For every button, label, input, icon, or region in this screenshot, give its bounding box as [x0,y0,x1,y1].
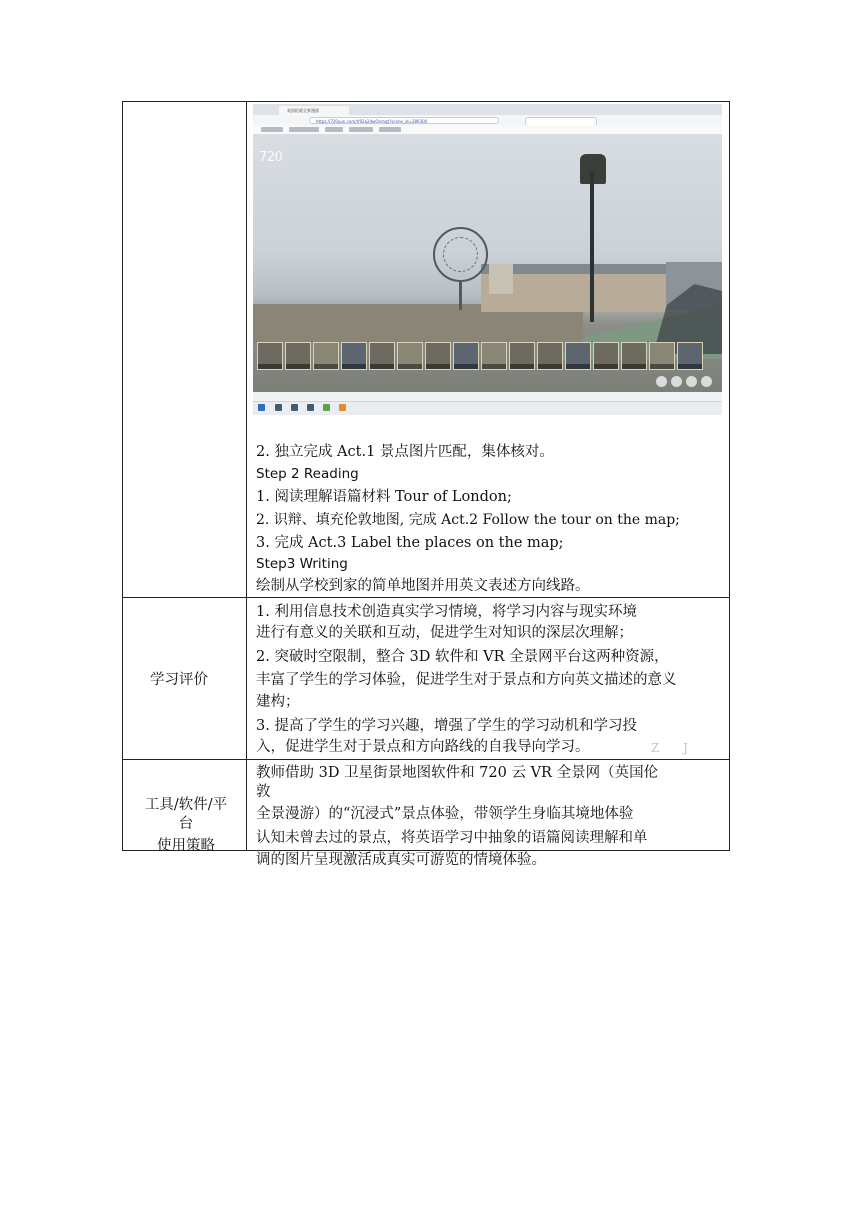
evaluation-line: 入，促进学生对于景点和方向路线的自我导向学习。 [256,739,590,755]
bookmark-item [289,127,319,132]
scene-thumbnail[interactable] [621,342,647,370]
share-icon[interactable] [671,376,682,387]
row-divider-1 [122,597,730,598]
site-logo: 720 [259,150,283,165]
tools-line: 教师借助 3D 卫星街景地图软件和 720 云 VR 全景网（英国伦 [256,765,659,781]
scene-thumbnail[interactable] [593,342,619,370]
row-label-evaluation: 学习评价 [150,672,208,688]
bookmark-item [325,127,343,132]
tools-line: 敦 [256,784,271,800]
taskbar-app-icon[interactable] [307,404,314,411]
step-heading: Step 2 Reading [256,466,359,482]
evaluation-line: 丰富了学生的学习体验，促进学生对于景点和方向英文描述的意义 [256,672,677,688]
evaluation-line: 3. 提高了学生的学习兴趣，增强了学生的学习动机和学习投 [256,718,637,734]
scene-thumbnail[interactable] [341,342,367,370]
tools-line: 调的图片呈现激活成真实可游览的情境体验。 [256,852,546,868]
scene-thumbnail-strip [253,342,722,372]
taskbar-app-icon[interactable] [323,404,330,411]
london-eye-spokes [443,237,478,272]
row-label-tools: 使用策略 [157,838,215,854]
step-line: 1. 阅读理解语篇材料 Tour of London; [256,489,512,505]
table-right-border [729,101,730,851]
bookmark-item [379,127,401,132]
scene-thumbnail[interactable] [537,342,563,370]
scene-thumbnail[interactable] [425,342,451,370]
table-top-border [122,101,730,102]
scene-thumbnail[interactable] [453,342,479,370]
browser-tab: 英国伦敦全景漫游 [279,106,349,115]
viewer-controls [656,376,712,387]
tower-building [489,264,513,294]
street-lamp-post [590,172,594,322]
step-line: 绘制从学校到家的简单地图并用英文表述方向线路。 [256,578,590,594]
evaluation-line: 2. 突破时空限制，整合 3D 软件和 VR 全景网平台这两种资源， [256,649,669,665]
gyro-icon[interactable] [686,376,697,387]
scene-thumbnail[interactable] [285,342,311,370]
step-line: 2. 独立完成 Act.1 景点图片匹配，集体核对。 [256,444,554,460]
windows-start-icon[interactable] [258,404,265,411]
london-eye-support [459,280,462,310]
scene-thumbnail[interactable] [509,342,535,370]
fullscreen-icon[interactable] [701,376,712,387]
watermark: Z J [651,741,688,755]
panorama-screenshot [253,104,722,415]
scene-thumbnail[interactable] [397,342,423,370]
taskbar-app-icon[interactable] [339,404,346,411]
row-label-tools: 工具/软件/平 [144,797,228,813]
browser-status-bar [253,392,722,401]
taskbar-app-icon[interactable] [291,404,298,411]
step-heading: Step3 Writing [256,556,348,572]
tools-line: 认知未曾去过的景点，将英语学习中抽象的语篇阅读理解和单 [256,830,648,846]
step-line: 2. 识辩、填充伦敦地图, 完成 Act.2 Follow the tour on the map; [256,512,680,528]
scene-thumbnail[interactable] [257,342,283,370]
browser-tab-bar [253,104,722,115]
scene-thumbnail[interactable] [565,342,591,370]
bookmark-item [261,127,283,132]
taskbar-search-icon[interactable] [275,404,282,411]
step-line: 3. 完成 Act.3 Label the places on the map; [256,535,564,551]
tools-line: 全景漫游）的“沉浸式”景点体验，带领学生身临其境地体验 [256,806,634,822]
play-icon[interactable] [656,376,667,387]
column-divider [246,101,247,851]
scene-thumbnail[interactable] [677,342,703,370]
browser-url: https://720yun.com/t/92a2dwOnmqt?scene_id=289300 [309,117,499,124]
table-left-border [122,101,123,851]
row-divider-2 [122,759,730,760]
evaluation-line: 进行有意义的关联和互动，促进学生对知识的深层次理解； [256,625,633,641]
scene-thumbnail[interactable] [649,342,675,370]
scene-thumbnail[interactable] [369,342,395,370]
scene-thumbnail[interactable] [481,342,507,370]
row-label-tools: 台 [178,816,194,832]
bookmark-item [349,127,373,132]
evaluation-line: 1. 利用信息技术创造真实学习情境，将学习内容与现实环境 [256,604,637,620]
evaluation-line: 建构； [256,694,300,710]
scene-thumbnail[interactable] [313,342,339,370]
